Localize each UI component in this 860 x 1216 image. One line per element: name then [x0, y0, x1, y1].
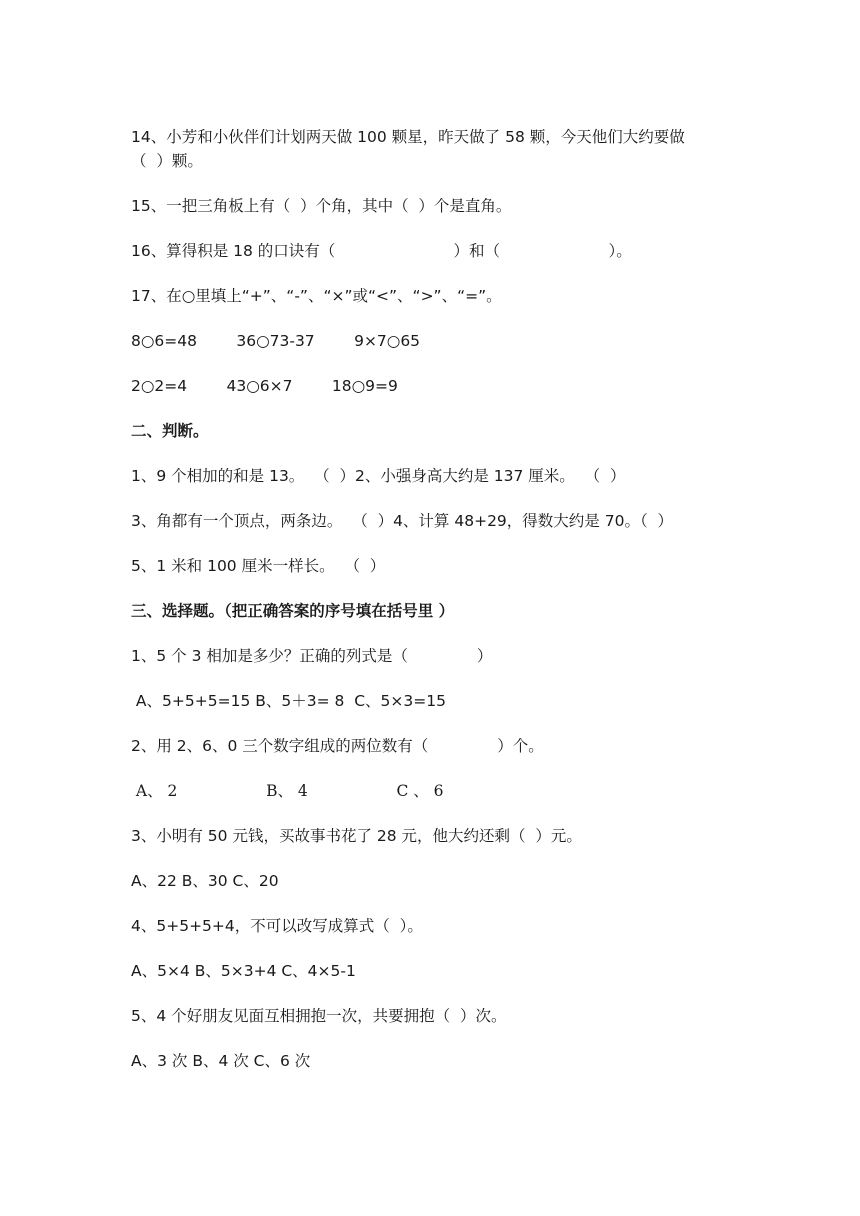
choice-4-options: A、5×4 B、5×3+4 C、4×5-1	[131, 962, 356, 980]
choice-1-options: A、5+5+5=15 B、5＋3= 8 C、5×3=15	[131, 692, 446, 710]
judge-row-1: 1、9 个相加的和是 13。 （ ）2、小强身高大约是 137 厘米。 （ ）	[131, 467, 626, 485]
choice-3-question: 3、小明有 50 元钱，买故事书花了 28 元，他大约还剩（ ）元。	[131, 827, 582, 845]
question-17: 17、在○里填上“+”、“-”、“×”或“<”、“>”、“=”。	[131, 287, 502, 305]
choice-2-question: 2、用 2、6、0 三个数字组成的两位数有（ ）个。	[131, 737, 544, 755]
judge-row-3: 5、1 米和 100 厘米一样长。 （ ）	[131, 557, 386, 575]
choice-2-options: A、 2 B、 4 C 、 6	[131, 782, 444, 800]
judge-row-2: 3、角都有一个顶点，两条边。 （ ）4、计算 48+29，得数大约是 70。（ ）	[131, 512, 674, 530]
choice-5-question: 5、4 个好朋友见面互相拥抱一次，共要拥抱（ ）次。	[131, 1007, 507, 1025]
question-16: 16、算得积是 18 的口诀有（ ）和（ ）。	[131, 242, 632, 260]
choice-1-question: 1、5 个 3 相加是多少？正确的列式是（ ）	[131, 647, 493, 665]
section-2-heading: 二、判断。	[131, 422, 209, 440]
choice-3-options: A、22 B、30 C、20	[131, 872, 279, 890]
choice-5-options: A、3 次 B、4 次 C、6 次	[131, 1052, 311, 1070]
question-15: 15、一把三角板上有（ ）个角，其中（ ）个是直角。	[131, 197, 512, 215]
question-17-row-2: 2○2=4 43○6×7 18○9=9	[131, 377, 398, 395]
section-3-heading: 三、选择题。（把正确答案的序号填在括号里 ）	[131, 602, 455, 620]
question-14-line-1: 14、小芳和小伙伴们计划两天做 100 颗星，昨天做了 58 颗，今天他们大约要做	[131, 128, 685, 146]
question-14-line-2: （ ）颗。	[131, 152, 203, 170]
question-17-row-1: 8○6=48 36○73-37 9×7○65	[131, 332, 421, 350]
choice-4-question: 4、5+5+5+4，不可以改写成算式（ ）。	[131, 917, 423, 935]
